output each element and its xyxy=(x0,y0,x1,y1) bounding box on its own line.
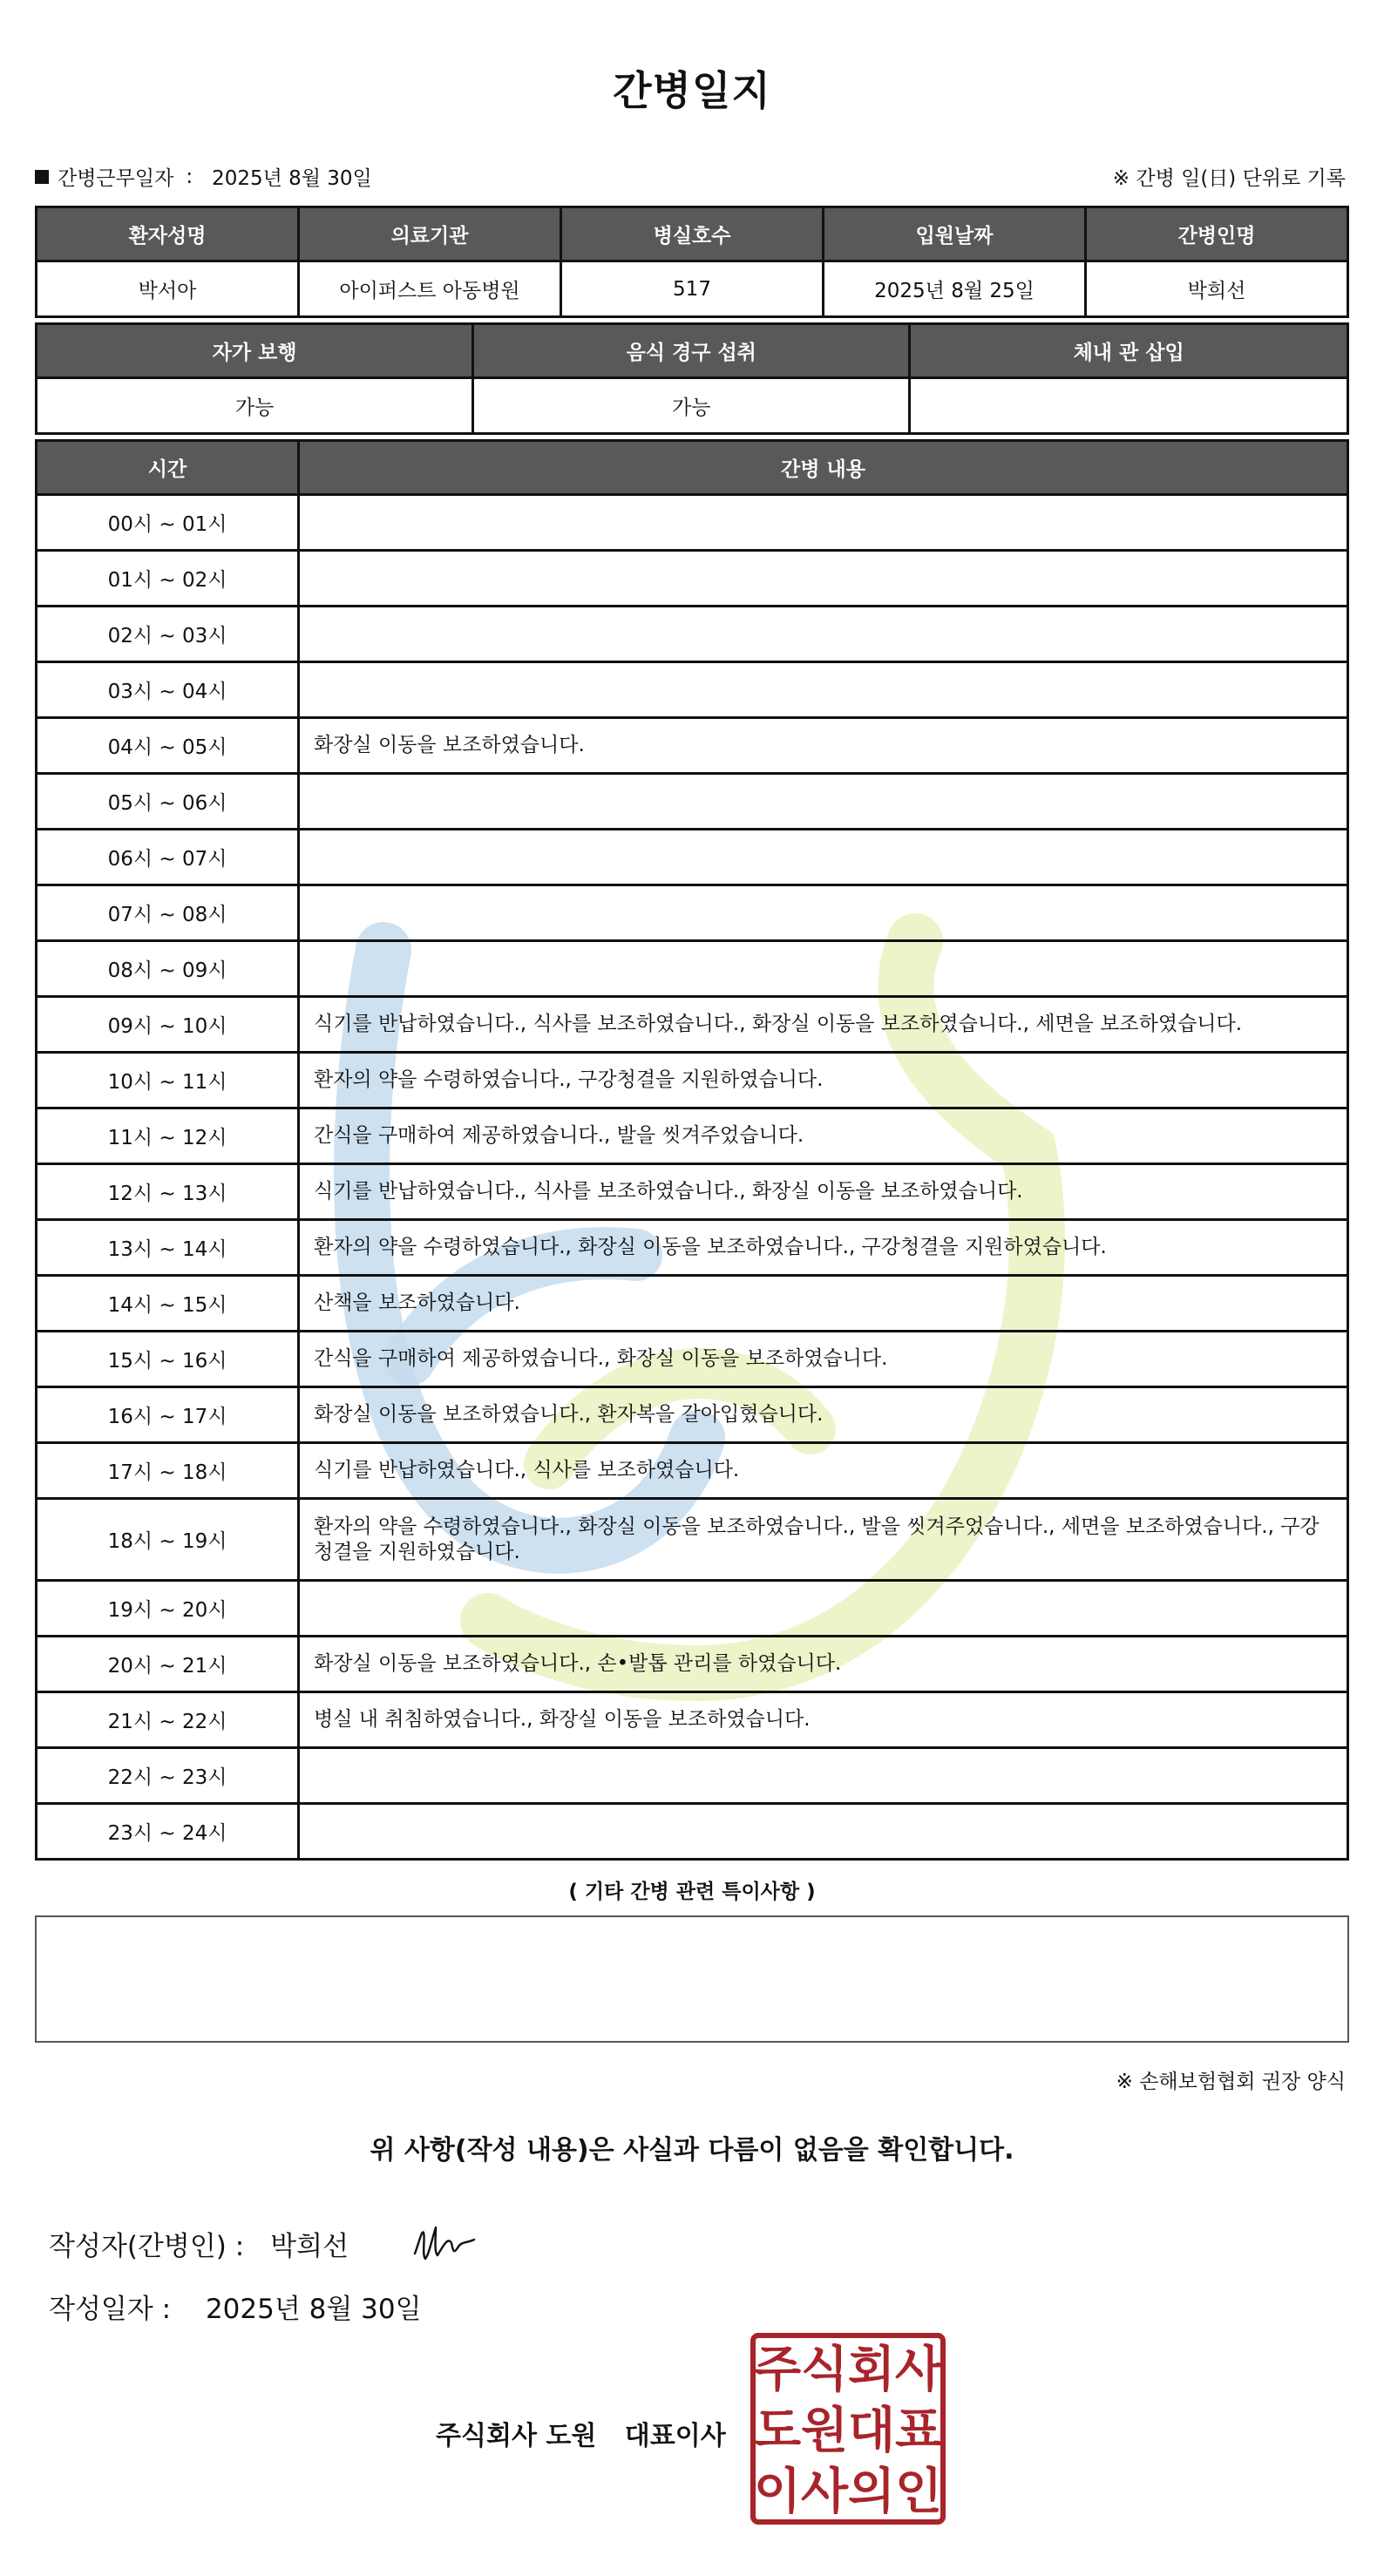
table-row xyxy=(37,830,1348,885)
table-row xyxy=(37,551,1348,607)
time-slot: 04시 ~ 05시 xyxy=(37,718,299,774)
page-title: 간병일지 xyxy=(613,67,771,114)
care-content: 환자의 약을 수령하였습니다., 구강청결을 지원하였습니다. xyxy=(299,1053,1348,1108)
time-slot: 12시 ~ 13시 xyxy=(37,1164,299,1220)
care-content xyxy=(299,1804,1348,1860)
table-row xyxy=(37,1692,1348,1748)
patient-status-table xyxy=(35,322,1349,435)
time-slot: 17시 ~ 18시 xyxy=(37,1443,299,1499)
caregiver-name: 박희선 xyxy=(1086,261,1348,317)
care-content: 병실 내 취침하였습니다., 화장실 이동을 보조하였습니다. xyxy=(299,1692,1348,1748)
time-slot: 10시 ~ 11시 xyxy=(37,1053,299,1108)
care-content xyxy=(299,1581,1348,1637)
time-slot: 20시 ~ 21시 xyxy=(37,1637,299,1692)
care-content: 화장실 이동을 보조하였습니다. xyxy=(299,718,1348,774)
table-row xyxy=(37,607,1348,662)
header-admission-date: 입원날짜 xyxy=(824,207,1086,261)
time-slot: 03시 ~ 04시 xyxy=(37,662,299,718)
table-row xyxy=(37,495,1348,551)
writer-line xyxy=(49,2220,479,2266)
table-row xyxy=(37,1332,1348,1387)
table-row xyxy=(37,1804,1348,1860)
care-log-table xyxy=(35,439,1349,1861)
admission-date: 2025년 8월 25일 xyxy=(824,261,1086,317)
representative-title: 대표이사 xyxy=(624,2421,726,2451)
time-slot: 07시 ~ 08시 xyxy=(37,885,299,941)
tube-insertion-value xyxy=(910,378,1348,434)
table-row xyxy=(37,1220,1348,1276)
care-content xyxy=(299,495,1348,551)
time-slot: 14시 ~ 15시 xyxy=(37,1276,299,1332)
company-name: 주식회사 도원 xyxy=(436,2421,597,2451)
table-row xyxy=(37,1443,1348,1499)
written-date-value: 2025년 8월 30일 xyxy=(205,2294,422,2325)
time-slot: 19시 ~ 20시 xyxy=(37,1581,299,1637)
care-content: 간식을 구매하여 제공하였습니다., 발을 씻겨주었습니다. xyxy=(299,1108,1348,1164)
seal-character: 이 xyxy=(753,2464,802,2520)
table-row xyxy=(37,997,1348,1053)
seal-character: 주 xyxy=(753,2342,802,2398)
header-time: 시간 xyxy=(37,441,299,495)
time-slot: 23시 ~ 24시 xyxy=(37,1804,299,1860)
patient-info-table xyxy=(35,206,1349,318)
care-content: 식기를 반납하였습니다., 식사를 보조하였습니다., 화장실 이동을 보조하였습니다. xyxy=(299,1164,1348,1220)
hospital-name: 아이퍼스트 아동병원 xyxy=(299,261,561,317)
seal-character: 도 xyxy=(753,2403,802,2459)
handwritten-signature xyxy=(410,2220,479,2266)
table-row xyxy=(37,941,1348,997)
company-signature-line xyxy=(436,2414,726,2452)
company-seal-stamp xyxy=(750,2332,946,2525)
care-content: 간식을 구매하여 제공하였습니다., 화장실 이동을 보조하였습니다. xyxy=(299,1332,1348,1387)
table-row xyxy=(37,1499,1348,1581)
work-date-line xyxy=(35,162,372,191)
time-slot: 08시 ~ 09시 xyxy=(37,941,299,997)
time-slot: 06시 ~ 07시 xyxy=(37,830,299,885)
table-row xyxy=(37,1053,1348,1108)
time-slot: 05시 ~ 06시 xyxy=(37,774,299,830)
care-content: 식기를 반납하였습니다., 식사를 보조하였습니다. xyxy=(299,1443,1348,1499)
work-date-value: 2025년 8월 30일 xyxy=(212,167,372,190)
care-log-rows xyxy=(37,495,1348,1860)
table-row xyxy=(37,1637,1348,1692)
work-date-colon: : xyxy=(186,165,193,188)
table-row xyxy=(37,1581,1348,1637)
table-row xyxy=(37,1164,1348,1220)
header-self-walking: 자가 보행 xyxy=(37,324,473,378)
care-content: 화장실 이동을 보조하였습니다., 환자복을 갈아입혔습니다. xyxy=(299,1387,1348,1443)
written-date-line xyxy=(49,2287,422,2326)
time-slot: 09시 ~ 10시 xyxy=(37,997,299,1053)
header-room-number: 병실호수 xyxy=(561,207,824,261)
time-slot: 22시 ~ 23시 xyxy=(37,1748,299,1804)
care-content: 환자의 약을 수령하였습니다., 화장실 이동을 보조하였습니다., 발을 씻겨주었습니다., 세면을 보조하였습니다., 구강청결을 지원하였습니다. xyxy=(299,1499,1348,1581)
care-content xyxy=(299,551,1348,607)
time-slot: 16시 ~ 17시 xyxy=(37,1387,299,1443)
seal-character: 회 xyxy=(847,2342,896,2398)
header-caregiver-name: 간병인명 xyxy=(1086,207,1348,261)
seal-character: 사 xyxy=(800,2464,849,2520)
care-content xyxy=(299,1748,1348,1804)
care-content: 환자의 약을 수령하였습니다., 화장실 이동을 보조하였습니다., 구강청결을 지원하였습니다. xyxy=(299,1220,1348,1276)
work-date-label: 간병근무일자 xyxy=(58,167,174,190)
seal-character: 식 xyxy=(800,2342,849,2398)
care-content: 화장실 이동을 보조하였습니다., 손•발톱 관리를 하였습니다. xyxy=(299,1637,1348,1692)
confirmation-statement: 위 사항(작성 내용)은 사실과 다름이 없음을 확인합니다. xyxy=(370,2135,1014,2166)
time-slot: 11시 ~ 12시 xyxy=(37,1108,299,1164)
table-row xyxy=(37,662,1348,718)
oral-intake-value: 가능 xyxy=(473,378,910,434)
seal-character: 대 xyxy=(847,2403,896,2459)
seal-character: 원 xyxy=(800,2403,849,2459)
notes-box xyxy=(35,1915,1349,2043)
table-row xyxy=(37,774,1348,830)
seal-character: 인 xyxy=(894,2464,943,2520)
written-date-label: 작성일자 : xyxy=(49,2294,172,2325)
header-oral-intake: 음식 경구 섭취 xyxy=(473,324,910,378)
self-walking-value: 가능 xyxy=(37,378,473,434)
care-content: 식기를 반납하였습니다., 식사를 보조하였습니다., 화장실 이동을 보조하였습니다., 세면을 보조하였습니다. xyxy=(299,997,1348,1053)
care-content xyxy=(299,662,1348,718)
table-row xyxy=(37,885,1348,941)
patient-name: 박서아 xyxy=(37,261,299,317)
unit-note: ※ 간병 일(日) 단위로 기록 xyxy=(1112,167,1346,190)
time-slot: 00시 ~ 01시 xyxy=(37,495,299,551)
table-row xyxy=(37,1387,1348,1443)
care-content xyxy=(299,885,1348,941)
care-content xyxy=(299,607,1348,662)
seal-character: 표 xyxy=(894,2403,943,2459)
time-slot: 15시 ~ 16시 xyxy=(37,1332,299,1387)
seal-character: 사 xyxy=(894,2342,943,2398)
table-row xyxy=(37,1276,1348,1332)
time-slot: 18시 ~ 19시 xyxy=(37,1499,299,1581)
header-hospital: 의료기관 xyxy=(299,207,561,261)
table-row xyxy=(37,718,1348,774)
care-content xyxy=(299,941,1348,997)
header-patient-name: 환자성명 xyxy=(37,207,299,261)
form-footnote: ※ 손해보험협회 권장 양식 xyxy=(1116,2071,1346,2093)
care-content: 산책을 보조하였습니다. xyxy=(299,1276,1348,1332)
bullet-square-icon xyxy=(35,170,49,184)
care-content xyxy=(299,830,1348,885)
table-row xyxy=(37,1108,1348,1164)
time-slot: 13시 ~ 14시 xyxy=(37,1220,299,1276)
time-slot: 01시 ~ 02시 xyxy=(37,551,299,607)
time-slot: 21시 ~ 22시 xyxy=(37,1692,299,1748)
writer-label: 작성자(간병인) : xyxy=(49,2230,245,2262)
header-tube-insertion: 체내 관 삽입 xyxy=(910,324,1348,378)
care-content xyxy=(299,774,1348,830)
room-number: 517 xyxy=(561,261,824,317)
table-row xyxy=(37,1748,1348,1804)
notes-title: ( 기타 간병 관련 특이사항 ) xyxy=(568,1881,816,1903)
writer-name: 박희선 xyxy=(270,2230,349,2262)
time-slot: 02시 ~ 03시 xyxy=(37,607,299,662)
seal-character: 의 xyxy=(847,2464,896,2520)
header-care-content: 간병 내용 xyxy=(299,441,1348,495)
